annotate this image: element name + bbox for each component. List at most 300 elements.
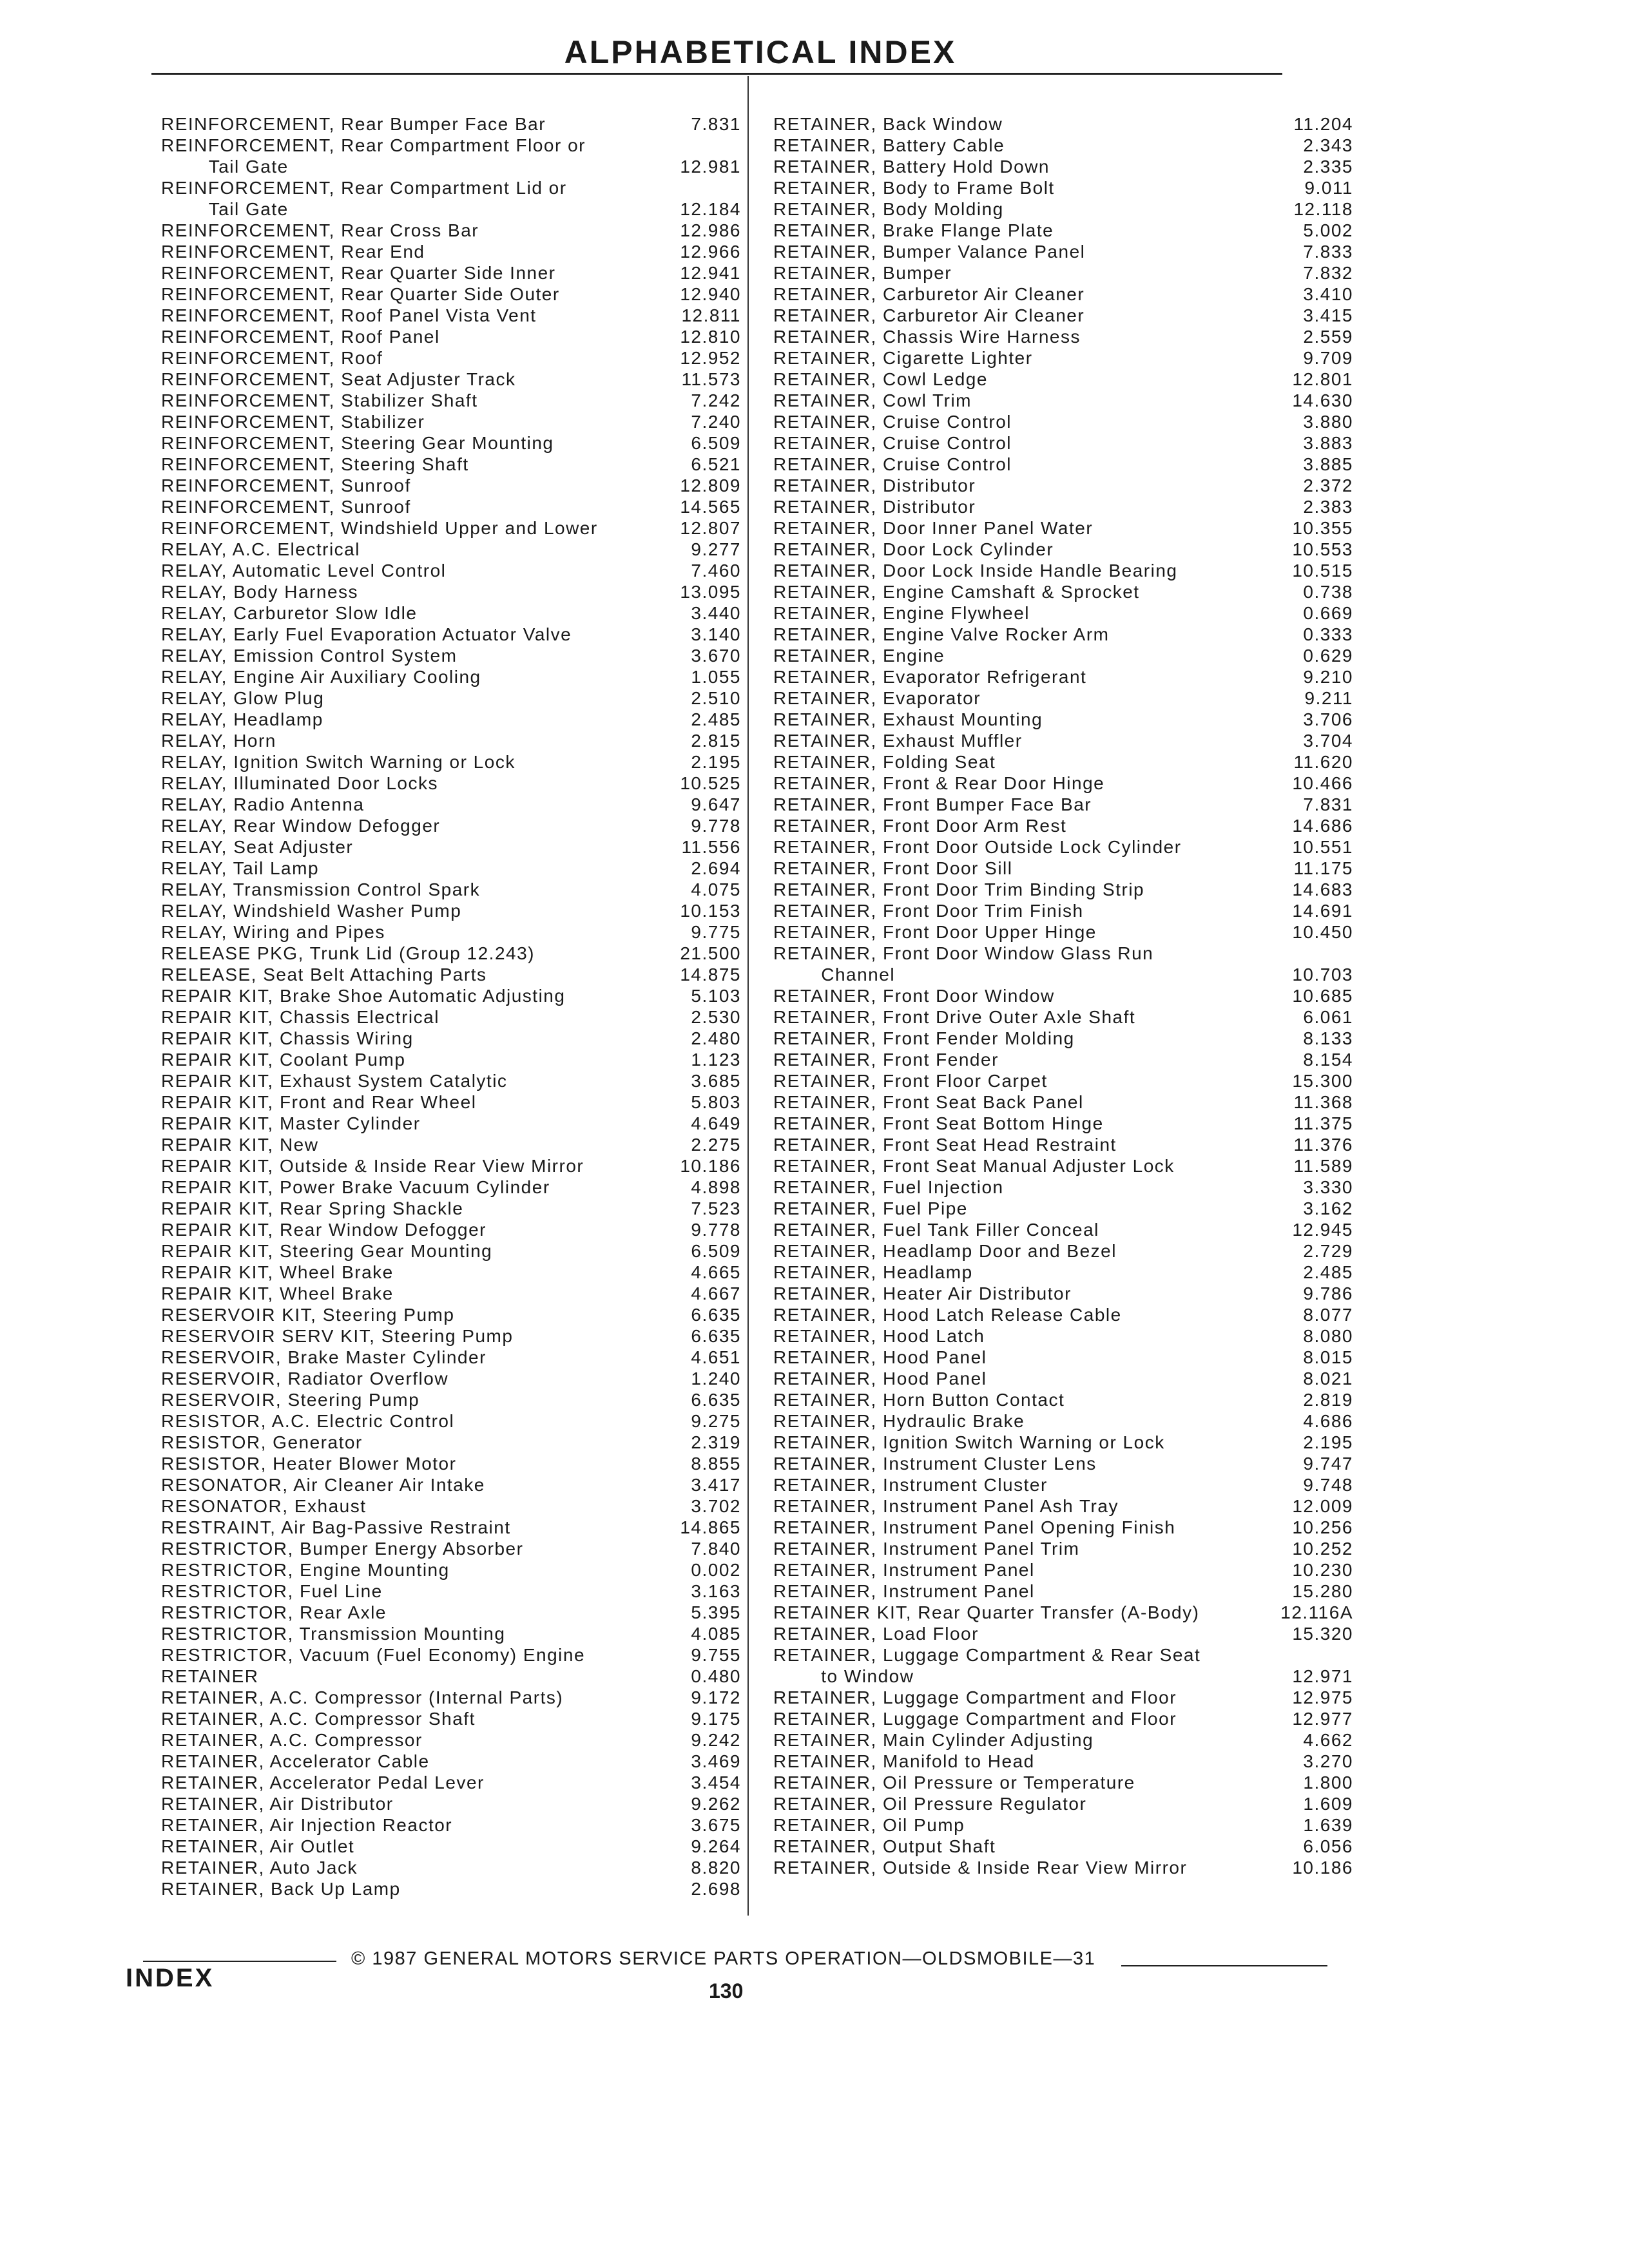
entry-name: RETAINER, Instrument Panel Trim (773, 1539, 1080, 1559)
entry-page-ref: 12.966 (680, 242, 741, 262)
index-entry (773, 560, 1363, 581)
entry-name: REINFORCEMENT, Steering Shaft (161, 454, 469, 474)
entry-page-ref: 13.095 (680, 582, 741, 602)
index-entry (773, 1240, 1363, 1262)
index-entry (773, 1134, 1363, 1155)
entry-page-ref: 3.440 (691, 603, 741, 623)
entry-name: Tail Gate (161, 157, 289, 177)
entry-page-ref: 9.011 (1304, 178, 1353, 198)
entry-name: RETAINER, Cruise Control (773, 433, 1012, 453)
entry-page-ref: 6.056 (1303, 1836, 1353, 1856)
entry-name: RETAINER, Hood Latch Release Cable (773, 1305, 1122, 1325)
entry-name: RESONATOR, Exhaust (161, 1496, 367, 1516)
entry-name: RETAINER, Front Door Arm Rest (773, 816, 1067, 836)
index-entry (161, 879, 741, 900)
entry-name: RETAINER, Distributor (773, 476, 976, 495)
index-entry (773, 1644, 1363, 1666)
entry-page-ref: 9.242 (691, 1730, 741, 1750)
entry-name: REINFORCEMENT, Stabilizer (161, 412, 425, 432)
index-entry (773, 1453, 1363, 1474)
entry-page-ref: 2.698 (691, 1879, 741, 1899)
entry-page-ref: 12.971 (1292, 1666, 1353, 1686)
index-entry (161, 1602, 741, 1623)
entry-name: RETAINER, Door Lock Inside Handle Bearing (773, 561, 1178, 581)
entry-page-ref: 10.551 (1292, 837, 1353, 857)
entry-name: REINFORCEMENT, Rear Quarter Side Outer (161, 284, 560, 304)
index-entry (161, 1389, 741, 1410)
index-entry (161, 900, 741, 921)
index-entry (161, 858, 741, 879)
entry-page-ref: 6.635 (691, 1305, 741, 1325)
index-entry (773, 411, 1363, 432)
entry-name: RESERVOIR, Steering Pump (161, 1390, 420, 1410)
index-entry (773, 1070, 1363, 1091)
entry-page-ref: 2.729 (1303, 1241, 1353, 1261)
entry-page-ref: 6.635 (691, 1390, 741, 1410)
index-entry (773, 220, 1363, 241)
entry-page-ref: 12.809 (680, 476, 741, 495)
index-entry (161, 964, 741, 985)
index-entry (773, 964, 1363, 985)
index-entry (161, 432, 741, 454)
entry-page-ref: 11.375 (1293, 1113, 1353, 1133)
entry-page-ref: 10.466 (1292, 773, 1353, 793)
entry-page-ref: 10.252 (1292, 1539, 1353, 1559)
index-column-right (773, 113, 1363, 1878)
index-entry (161, 815, 741, 836)
entry-name: RETAINER, Headlamp Door and Bezel (773, 1241, 1117, 1261)
entry-name: RESTRICTOR, Fuel Line (161, 1581, 383, 1601)
entry-name: RELAY, Emission Control System (161, 646, 458, 666)
entry-name: RELAY, Horn (161, 731, 276, 751)
entry-page-ref: 12.807 (680, 518, 741, 538)
entry-name: RETAINER, Battery Cable (773, 135, 1005, 155)
entry-name: RETAINER, Folding Seat (773, 752, 996, 772)
entry-name: REINFORCEMENT, Roof (161, 348, 383, 368)
index-entry (773, 921, 1363, 943)
entry-page-ref: 6.509 (691, 1241, 741, 1261)
entry-page-ref: 14.683 (1292, 879, 1353, 899)
index-entry (773, 113, 1363, 135)
entry-name: REINFORCEMENT, Rear Cross Bar (161, 220, 479, 240)
entry-page-ref: 0.480 (691, 1666, 741, 1686)
index-entry (161, 1113, 741, 1134)
entry-name: RELAY, Carburetor Slow Idle (161, 603, 418, 623)
entry-name: REINFORCEMENT, Roof Panel Vista Vent (161, 305, 537, 325)
entry-page-ref: 3.670 (691, 646, 741, 666)
entry-name: RETAINER, Cowl Ledge (773, 369, 988, 389)
entry-name: RETAINER, Ignition Switch Warning or Lock (773, 1432, 1165, 1452)
entry-page-ref: 10.703 (1292, 965, 1353, 985)
entry-name: Channel (773, 965, 896, 985)
entry-page-ref: 4.075 (691, 879, 741, 899)
entry-name: RESTRICTOR, Engine Mounting (161, 1560, 450, 1580)
index-entry (161, 602, 741, 624)
entry-page-ref: 12.811 (681, 305, 741, 325)
index-entry (161, 666, 741, 687)
entry-name: RETAINER, Battery Hold Down (773, 157, 1050, 177)
index-entry (161, 1708, 741, 1729)
entry-page-ref: 14.630 (1292, 390, 1353, 410)
entry-name: REPAIR KIT, Steering Gear Mounting (161, 1241, 493, 1261)
entry-name: RETAINER, Back Up Lamp (161, 1879, 401, 1899)
index-entry (161, 1857, 741, 1878)
entry-page-ref: 9.755 (691, 1645, 741, 1665)
entry-page-ref: 10.186 (1292, 1858, 1353, 1878)
entry-page-ref: 3.417 (691, 1475, 741, 1495)
entry-name: REPAIR KIT, Chassis Wiring (161, 1028, 414, 1048)
entry-page-ref: 10.355 (1292, 518, 1353, 538)
index-entry (773, 1325, 1363, 1347)
entry-name: RETAINER, Horn Button Contact (773, 1390, 1065, 1410)
entry-name: RETAINER, Hydraulic Brake (773, 1411, 1025, 1431)
index-entry (161, 943, 741, 964)
entry-page-ref: 3.675 (691, 1815, 741, 1835)
entry-page-ref: 8.080 (1303, 1326, 1353, 1346)
entry-page-ref: 21.500 (680, 943, 741, 963)
index-entry (773, 751, 1363, 773)
index-entry (773, 836, 1363, 858)
entry-name: REINFORCEMENT, Rear Bumper Face Bar (161, 114, 546, 134)
entry-page-ref: 14.565 (680, 497, 741, 517)
entry-name: REINFORCEMENT, Rear End (161, 242, 425, 262)
index-entry (161, 687, 741, 709)
index-entry (773, 1793, 1363, 1814)
entry-name: to Window (773, 1666, 914, 1686)
entry-page-ref: 12.801 (1292, 369, 1353, 389)
entry-name: RETAINER, Front Seat Bottom Hinge (773, 1113, 1104, 1133)
entry-name: RETAINER, Engine (773, 646, 945, 666)
entry-page-ref: 9.775 (691, 922, 741, 942)
entry-name: REPAIR KIT, Wheel Brake (161, 1262, 394, 1282)
index-entry (161, 454, 741, 475)
entry-page-ref: 4.651 (691, 1347, 741, 1367)
entry-page-ref: 2.559 (1303, 327, 1353, 347)
entry-page-ref: 0.629 (1303, 646, 1353, 666)
entry-page-ref: 9.172 (691, 1687, 741, 1707)
index-entry (161, 347, 741, 369)
index-entry (773, 1410, 1363, 1432)
entry-name: RETAINER, Accelerator Cable (161, 1751, 430, 1771)
entry-page-ref: 10.186 (680, 1156, 741, 1176)
entry-name: RETAINER, Cowl Trim (773, 390, 972, 410)
entry-page-ref: 1.639 (1303, 1815, 1353, 1835)
index-entry (161, 198, 741, 220)
footer-rule-right (1121, 1965, 1327, 1966)
entry-page-ref: 7.833 (1303, 242, 1353, 262)
entry-name: REPAIR KIT, Coolant Pump (161, 1050, 406, 1070)
index-entry (773, 1389, 1363, 1410)
entry-name: RETAINER, Door Inner Panel Water (773, 518, 1094, 538)
entry-name: RETAINER, Engine Camshaft & Sprocket (773, 582, 1140, 602)
entry-page-ref: 7.832 (1303, 263, 1353, 283)
index-entry (161, 1581, 741, 1602)
entry-name: REPAIR KIT, Front and Rear Wheel (161, 1092, 477, 1112)
index-entry (773, 602, 1363, 624)
entry-name: RETAINER, Front Seat Head Restraint (773, 1135, 1117, 1155)
index-entry (161, 1283, 741, 1304)
entry-name: RETAINER, Oil Pressure or Temperature (773, 1773, 1135, 1792)
column-divider (747, 76, 749, 1916)
entry-name: RETAINER, Brake Flange Plate (773, 220, 1054, 240)
index-entry (773, 1517, 1363, 1538)
entry-name: REINFORCEMENT, Roof Panel (161, 327, 440, 347)
entry-name: RETAINER, Front Bumper Face Bar (773, 794, 1092, 814)
entry-page-ref: 7.460 (691, 561, 741, 581)
entry-page-ref: 7.240 (691, 412, 741, 432)
index-entry (161, 1304, 741, 1325)
index-entry (773, 645, 1363, 666)
entry-name: RETAINER, Engine Flywheel (773, 603, 1030, 623)
entry-name: REPAIR KIT, Outside & Inside Rear View Mirror (161, 1156, 584, 1176)
index-entry (161, 1474, 741, 1495)
entry-name: REPAIR KIT, Chassis Electrical (161, 1007, 439, 1027)
entry-page-ref: 11.620 (1293, 752, 1353, 772)
entry-name: RETAINER, Load Floor (773, 1624, 979, 1644)
entry-name: REINFORCEMENT, Steering Gear Mounting (161, 433, 554, 453)
entry-page-ref: 10.153 (680, 901, 741, 921)
entry-page-ref: 2.819 (1303, 1390, 1353, 1410)
entry-page-ref: 3.702 (691, 1496, 741, 1516)
entry-name: REINFORCEMENT, Rear Compartment Lid or (161, 178, 567, 198)
entry-page-ref: 6.509 (691, 433, 741, 453)
index-entry (161, 1028, 741, 1049)
index-entry (773, 1432, 1363, 1453)
entry-page-ref: 7.840 (691, 1539, 741, 1559)
index-entry (773, 1687, 1363, 1708)
index-entry (773, 135, 1363, 156)
entry-page-ref: 3.454 (691, 1773, 741, 1792)
index-entry (161, 1538, 741, 1559)
entry-page-ref: 3.415 (1303, 305, 1353, 325)
entry-page-ref: 9.264 (691, 1836, 741, 1856)
entry-name: RETAINER, Chassis Wire Harness (773, 327, 1081, 347)
entry-name: RETAINER, Front & Rear Door Hinge (773, 773, 1105, 793)
index-entry (773, 1581, 1363, 1602)
entry-name: RETAINER, Hood Latch (773, 1326, 985, 1346)
index-entry (161, 411, 741, 432)
entry-name: Tail Gate (161, 199, 289, 219)
entry-page-ref: 12.118 (1293, 199, 1353, 219)
index-entry (161, 1177, 741, 1198)
entry-name: RETAINER, Instrument Cluster (773, 1475, 1048, 1495)
entry-page-ref: 4.667 (691, 1283, 741, 1303)
index-entry (161, 369, 741, 390)
entry-name: RELAY, Ignition Switch Warning or Lock (161, 752, 516, 772)
entry-page-ref: 6.635 (691, 1326, 741, 1346)
entry-name: RETAINER, Front Drive Outer Axle Shaft (773, 1007, 1136, 1027)
entry-page-ref: 4.649 (691, 1113, 741, 1133)
entry-name: RETAINER, Cigarette Lighter (773, 348, 1033, 368)
entry-name: RETAINER, Outside & Inside Rear View Mirror (773, 1858, 1188, 1878)
entry-name: RELAY, Seat Adjuster (161, 837, 354, 857)
index-entry (161, 1772, 741, 1793)
entry-name: RESONATOR, Air Cleaner Air Intake (161, 1475, 485, 1495)
entry-name: RETAINER, Output Shaft (773, 1836, 996, 1856)
index-entry (773, 198, 1363, 220)
entry-page-ref: 8.021 (1303, 1369, 1353, 1389)
index-entry (773, 624, 1363, 645)
entry-name: RETAINER, Front Door Upper Hinge (773, 922, 1097, 942)
entry-page-ref: 15.320 (1292, 1624, 1353, 1644)
index-entry (773, 539, 1363, 560)
entry-page-ref: 2.319 (691, 1432, 741, 1452)
index-entry (161, 1262, 741, 1283)
index-entry (161, 1517, 741, 1538)
entry-page-ref: 5.803 (691, 1092, 741, 1112)
entry-page-ref: 15.300 (1292, 1071, 1353, 1091)
index-entry (773, 1602, 1363, 1623)
entry-page-ref: 11.556 (681, 837, 741, 857)
index-entry (161, 177, 741, 198)
footer-rule-left (143, 1961, 336, 1962)
entry-name: REPAIR KIT, Rear Spring Shackle (161, 1198, 464, 1218)
entry-name: RETAINER, Bumper (773, 263, 952, 283)
entry-page-ref: 7.831 (691, 114, 741, 134)
entry-page-ref: 3.885 (1303, 454, 1353, 474)
entry-name: REINFORCEMENT, Rear Compartment Floor or (161, 135, 586, 155)
index-entry (773, 284, 1363, 305)
page-title: ALPHABETICAL INDEX (564, 34, 957, 70)
entry-name: REINFORCEMENT, Stabilizer Shaft (161, 390, 478, 410)
entry-page-ref: 11.376 (1293, 1135, 1353, 1155)
index-entry (161, 1325, 741, 1347)
index-entry (773, 432, 1363, 454)
index-entry (161, 624, 741, 645)
entry-name: RETAINER, Main Cylinder Adjusting (773, 1730, 1094, 1750)
index-entry (161, 496, 741, 517)
index-entry (773, 943, 1363, 964)
entry-name: RETAINER, Front Door Window (773, 986, 1055, 1006)
footer-credit: © 1987 GENERAL MOTORS SERVICE PARTS OPERATION—OLDSMOBILE—31 (351, 1948, 1096, 1969)
entry-name: RETAINER, Air Distributor (161, 1794, 394, 1814)
entry-page-ref: 12.810 (680, 327, 741, 347)
entry-page-ref: 9.262 (691, 1794, 741, 1814)
entry-page-ref: 12.975 (1292, 1687, 1353, 1707)
entry-name: RELAY, Headlamp (161, 709, 323, 729)
entry-page-ref: 9.211 (1304, 688, 1353, 708)
entry-page-ref: 3.469 (691, 1751, 741, 1771)
entry-name: RELEASE PKG, Trunk Lid (Group 12.243) (161, 943, 535, 963)
entry-page-ref: 12.116A (1280, 1602, 1353, 1622)
entry-page-ref: 10.230 (1292, 1560, 1353, 1580)
index-entry (773, 900, 1363, 921)
index-entry (773, 1666, 1363, 1687)
index-entry (773, 666, 1363, 687)
index-entry (161, 1198, 741, 1219)
entry-page-ref: 12.981 (680, 157, 741, 177)
entry-name: RETAINER, Door Lock Cylinder (773, 539, 1054, 559)
index-entry (773, 773, 1363, 794)
index-entry (773, 1177, 1363, 1198)
index-entry (161, 1410, 741, 1432)
index-entry (773, 1347, 1363, 1368)
index-entry (161, 1453, 741, 1474)
entry-name: RESISTOR, Generator (161, 1432, 363, 1452)
entry-name: REPAIR KIT, Rear Window Defogger (161, 1220, 487, 1240)
index-entry (161, 1049, 741, 1070)
entry-name: RELAY, Body Harness (161, 582, 359, 602)
index-entry (161, 773, 741, 794)
entry-page-ref: 3.883 (1303, 433, 1353, 453)
index-entry (773, 177, 1363, 198)
entry-page-ref: 9.709 (1303, 348, 1353, 368)
entry-page-ref: 11.368 (1293, 1092, 1353, 1112)
entry-name: RETAINER, Cruise Control (773, 412, 1012, 432)
entry-page-ref: 10.553 (1292, 539, 1353, 559)
entry-name: RETAINER (161, 1666, 259, 1686)
entry-name: REINFORCEMENT, Rear Quarter Side Inner (161, 263, 556, 283)
index-entry (161, 1091, 741, 1113)
entry-name: RESISTOR, Heater Blower Motor (161, 1454, 457, 1474)
entry-name: RESERVOIR SERV KIT, Steering Pump (161, 1326, 514, 1346)
index-entry (161, 1495, 741, 1517)
entry-name: RETAINER, Air Outlet (161, 1836, 355, 1856)
entry-name: RETAINER, Bumper Valance Panel (773, 242, 1086, 262)
entry-page-ref: 4.898 (691, 1177, 741, 1197)
index-entry (161, 1836, 741, 1857)
entry-page-ref: 9.277 (691, 539, 741, 559)
entry-page-ref: 4.662 (1303, 1730, 1353, 1750)
index-entry (773, 581, 1363, 602)
entry-name: RETAINER, Evaporator Refrigerant (773, 667, 1087, 687)
entry-page-ref: 2.195 (1303, 1432, 1353, 1452)
index-entry (773, 730, 1363, 751)
index-entry (161, 560, 741, 581)
entry-page-ref: 11.175 (1293, 858, 1353, 878)
entry-page-ref: 14.686 (1292, 816, 1353, 836)
entry-name: RELAY, Automatic Level Control (161, 561, 447, 581)
entry-page-ref: 1.055 (691, 667, 741, 687)
entry-name: REPAIR KIT, Wheel Brake (161, 1283, 394, 1303)
footer-section-label: INDEX (126, 1964, 215, 1992)
entry-name: RESERVOIR, Brake Master Cylinder (161, 1347, 487, 1367)
entry-name: RELAY, Tail Lamp (161, 858, 320, 878)
index-entry (773, 1729, 1363, 1751)
entry-page-ref: 6.521 (691, 454, 741, 474)
entry-page-ref: 14.875 (680, 965, 741, 985)
index-entry (161, 1368, 741, 1389)
entry-name: RETAINER, Front Door Sill (773, 858, 1013, 878)
entry-name: RETAINER, Evaporator (773, 688, 981, 708)
entry-page-ref: 3.880 (1303, 412, 1353, 432)
entry-name: RELAY, Glow Plug (161, 688, 325, 708)
entry-page-ref: 11.573 (681, 369, 741, 389)
index-entry (161, 1070, 741, 1091)
index-entry (773, 1836, 1363, 1857)
entry-name: RESTRICTOR, Rear Axle (161, 1602, 387, 1622)
entry-name: RESTRICTOR, Bumper Energy Absorber (161, 1539, 524, 1559)
entry-page-ref: 7.523 (691, 1198, 741, 1218)
entry-page-ref: 0.002 (691, 1560, 741, 1580)
index-entry (161, 1751, 741, 1772)
entry-name: REINFORCEMENT, Windshield Upper and Lower (161, 518, 598, 538)
entry-name: RETAINER, Air Injection Reactor (161, 1815, 453, 1835)
entry-name: RETAINER, Exhaust Mounting (773, 709, 1043, 729)
index-entry (161, 262, 741, 284)
entry-name: RETAINER, Front Fender (773, 1050, 999, 1070)
entry-page-ref: 12.986 (680, 220, 741, 240)
index-entry (773, 1155, 1363, 1177)
entry-page-ref: 3.704 (1303, 731, 1353, 751)
entry-page-ref: 8.154 (1303, 1050, 1353, 1070)
entry-name: RETAINER, Front Seat Manual Adjuster Lock (773, 1156, 1175, 1176)
entry-name: REPAIR KIT, New (161, 1135, 319, 1155)
entry-page-ref: 2.485 (691, 709, 741, 729)
index-entry (773, 1219, 1363, 1240)
entry-name: RESERVOIR KIT, Steering Pump (161, 1305, 455, 1325)
index-entry (773, 1091, 1363, 1113)
